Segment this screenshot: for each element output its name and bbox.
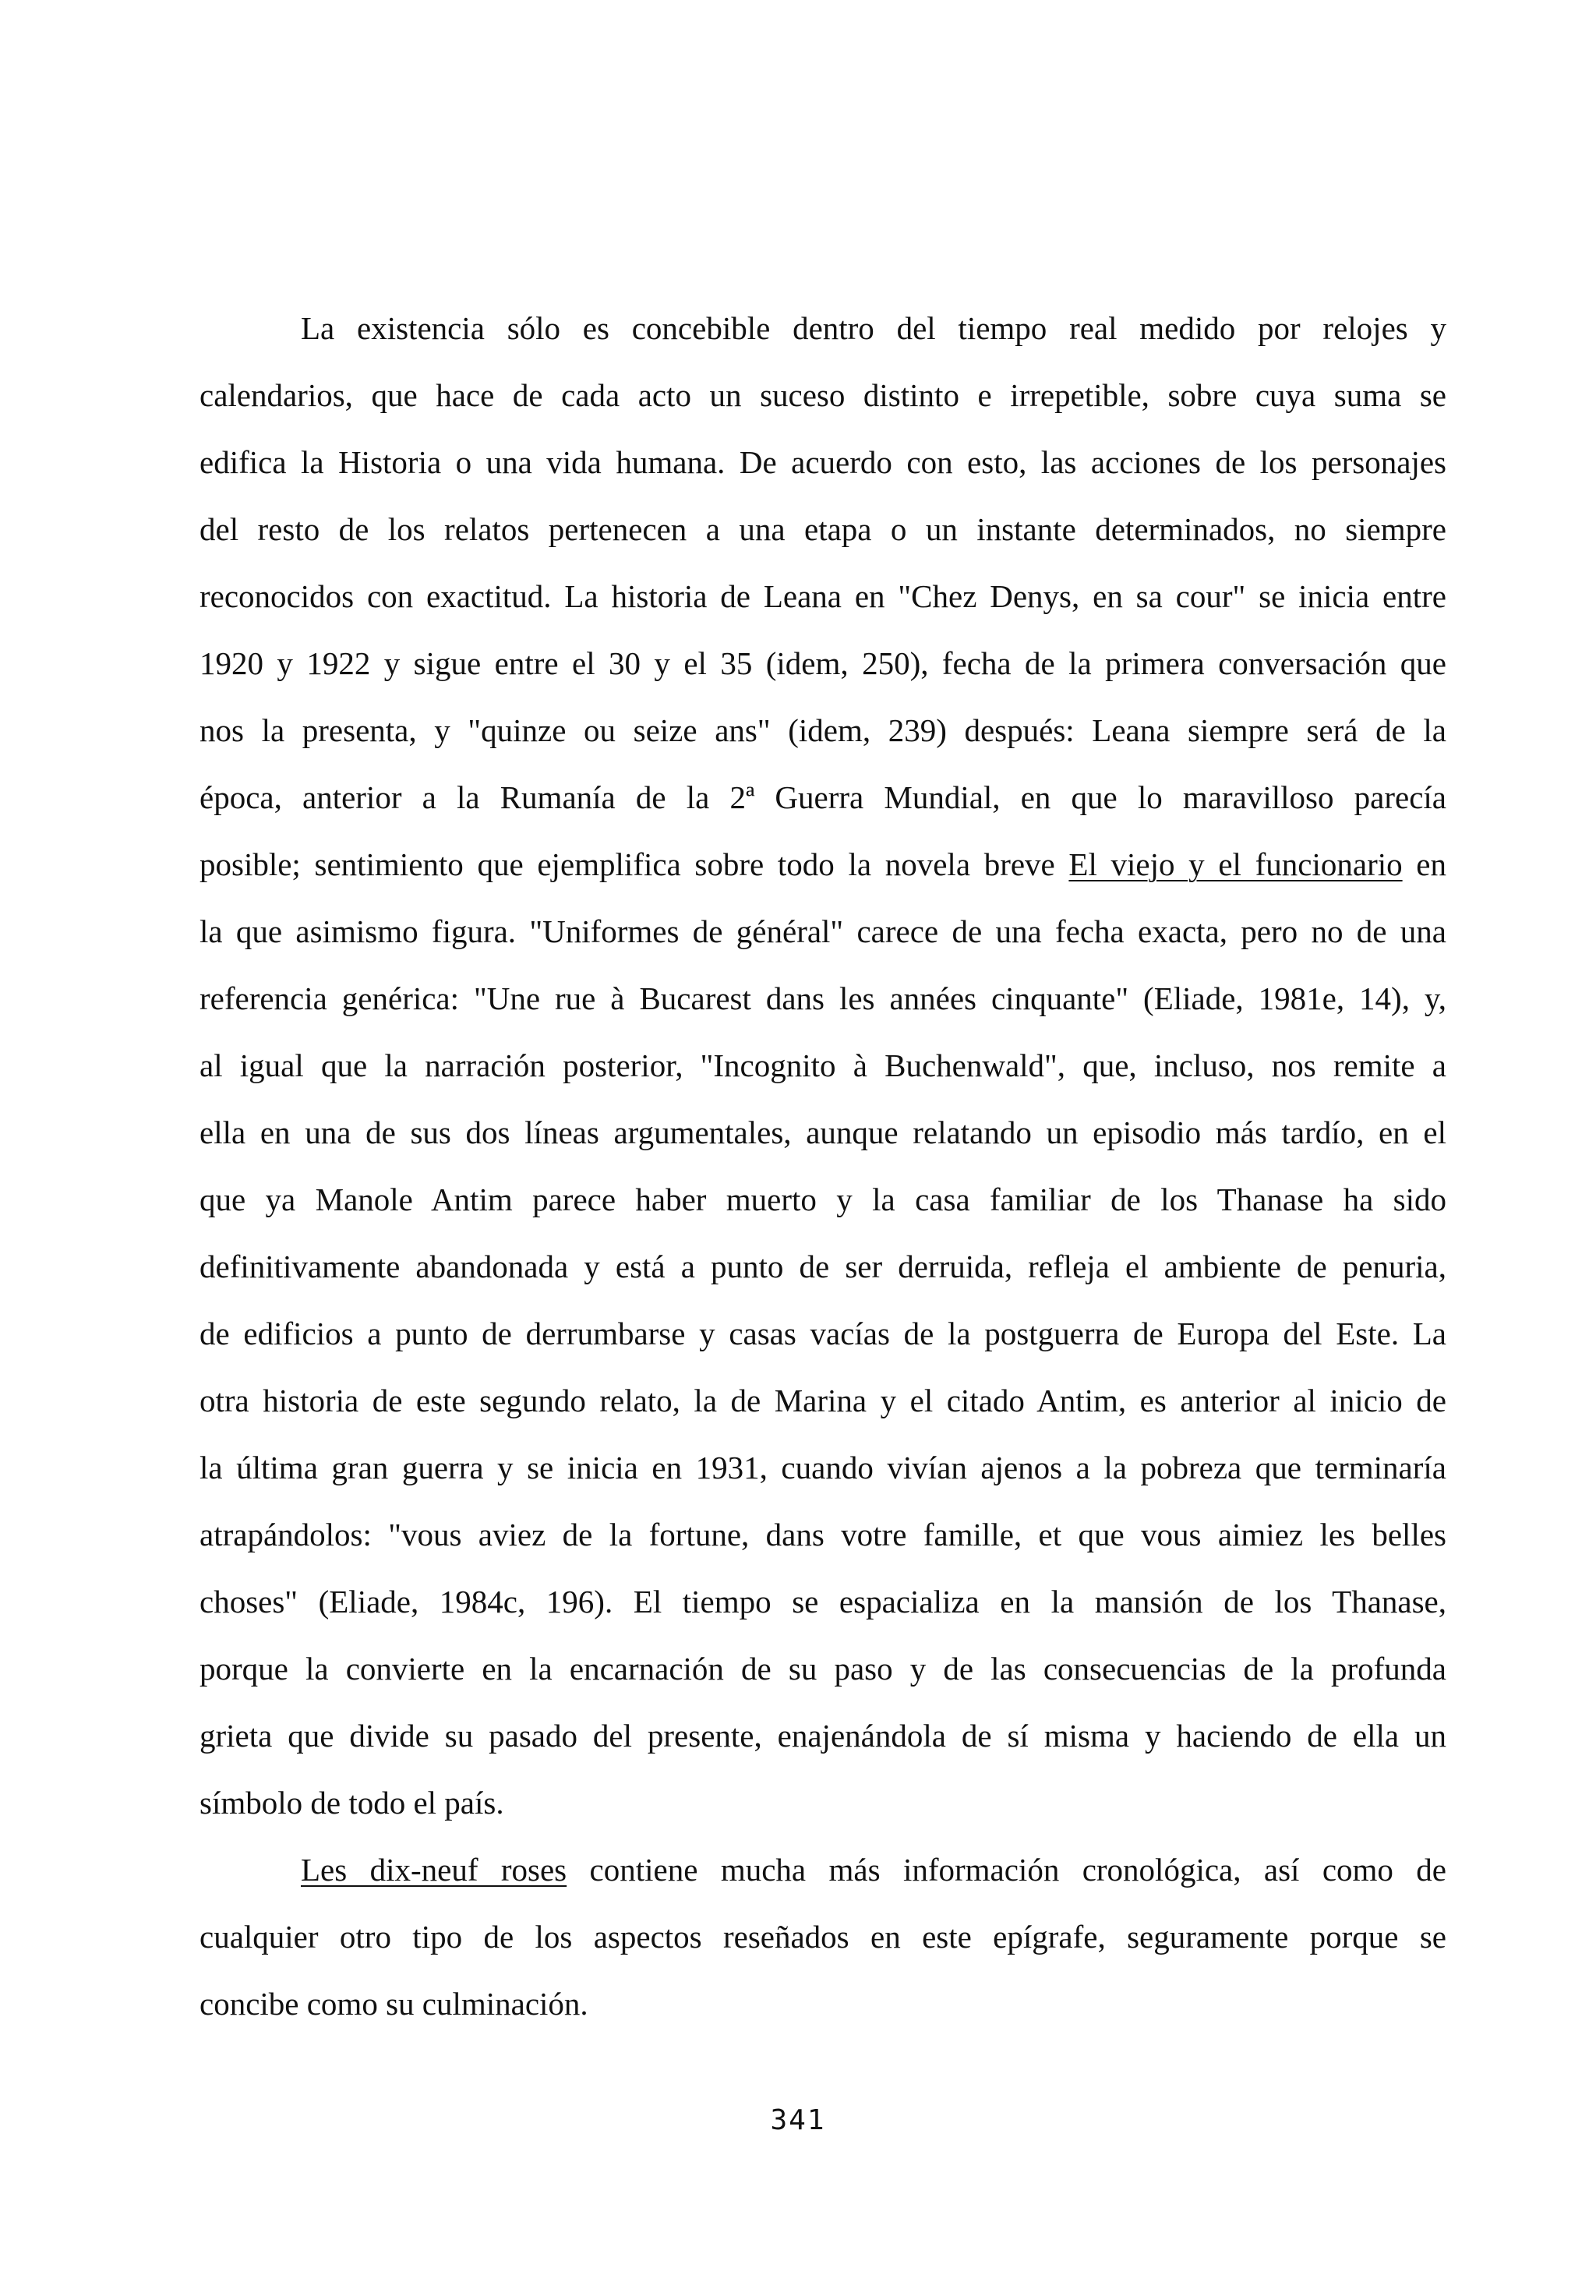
text-line: edifica la Historia o una vida humana. De acuerdo con esto, las acciones de los personajes [200,444,1446,480]
paragraph-1 [200,295,1446,1836]
text-line: grieta que divide su pasado del presente, enajenándola de sí misma y haciendo de ella un [200,1718,1446,1754]
text-line: La existencia sólo es concebible dentro del tiempo real medido por relojes y [301,310,1446,346]
text-line: ella en una de sus dos líneas argumentales, aunque relatando un episodio más tardío, en el [200,1114,1446,1150]
novel-title: Les dix-neuf roses [301,1852,567,1888]
novel-title: El viejo y el funcionario [1068,846,1403,882]
text-line: referencia genérica: "Une rue à Bucarest dans les années cinquante" (Eliade, 1981e, 14), y, [200,980,1446,1016]
text-fragment: en [1402,846,1446,882]
text-line: cualquier otro tipo de los aspectos reseñados en este epígrafe, seguramente porque se [200,1919,1446,1955]
text-line: símbolo de todo el país. [200,1785,504,1821]
text-line: concibe como su culminación. [200,1986,588,2022]
text-line: la última gran guerra y se inicia en 1931, cuando vivían ajenos a la pobreza que terminaría [200,1450,1446,1485]
text-line: del resto de los relatos pertenecen a una etapa o un instante determinados, no siempre [200,511,1446,547]
paragraph-2 [200,1836,1446,2037]
text-line: nos la presenta, y "quinze ou seize ans" (idem, 239) después: Leana siempre será de la [200,712,1446,748]
text-line: que ya Manole Antim parece haber muerto y la casa familiar de los Thanase ha sido [200,1182,1446,1217]
text-line: al igual que la narración posterior, "Incognito à Buchenwald", que, incluso, nos remite a [200,1047,1446,1083]
text-line: reconocidos con exactitud. La historia de Leana en "Chez Denys, en sa cour" se inicia entre [200,578,1446,614]
text-line: choses" (Eliade, 1984c, 196). El tiempo se espacializa en la mansión de los Thanase, [200,1584,1446,1620]
text-line: atrapándolos: "vous aviez de la fortune, dans votre famille, et que vous aimiez les belles [200,1517,1446,1552]
text-line: otra historia de este segundo relato, la de Marina y el citado Antim, es anterior al inicio de [200,1383,1446,1418]
text-line: época, anterior a la Rumanía de la 2ª Guerra Mundial, en que lo maravilloso parecía [200,779,1446,815]
text-line: definitivamente abandonada y está a punto de ser derruida, refleja el ambiente de penuria, [200,1249,1446,1284]
text-line: la que asimismo figura. "Uniformes de général" carece de una fecha exacta, pero no de una [200,913,1446,949]
text-line: porque la convierte en la encarnación de su paso y de las consecuencias de la profunda [200,1651,1446,1687]
page-number: 341 [770,2104,826,2136]
text-fragment: contiene mucha más información cronológica, así como de [567,1852,1446,1888]
text-line: 1920 y 1922 y sigue entre el 30 y el 35 (idem, 250), fecha de la primera conversación que [200,645,1446,681]
text-line [200,1836,1446,1903]
text-line: de edificios a punto de derrumbarse y casas vacías de la postguerra de Europa del Este. La [200,1316,1446,1351]
text-line [200,831,1446,898]
text-fragment: posible; sentimiento que ejemplifica sobre todo la novela breve [200,846,1069,882]
text-line: calendarios, que hace de cada acto un suceso distinto e irrepetible, sobre cuya suma se [200,377,1446,413]
